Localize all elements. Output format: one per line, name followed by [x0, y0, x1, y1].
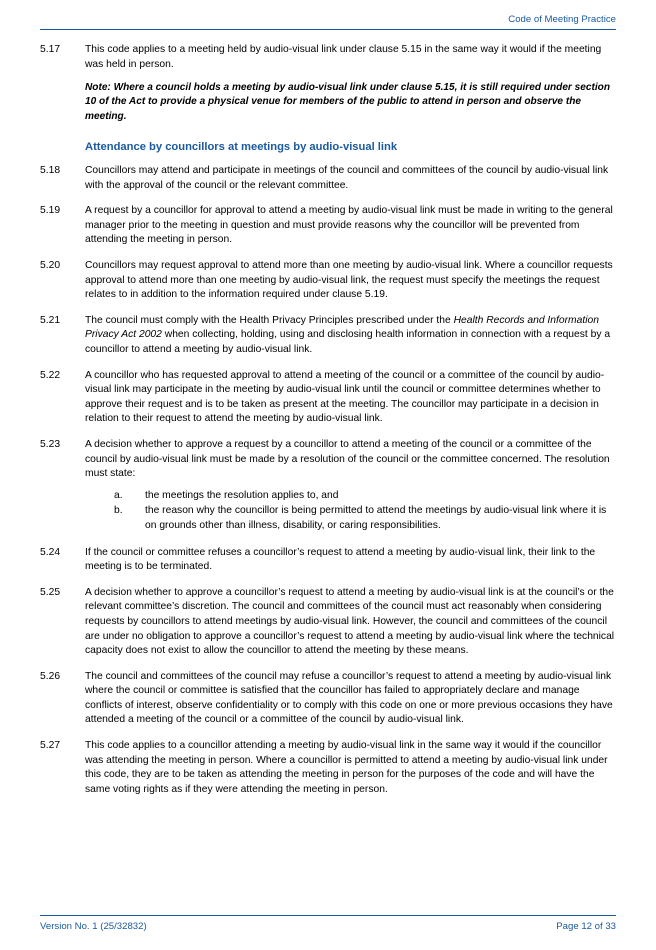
- clause-5-25: [40, 586, 616, 659]
- clause-text: This code applies to a councillor attending a meeting by audio-visual link in the same way it would if the councillor was attending the meeting in person. Where a councillor is permitted to attend a meeting by audio-visual link under this code, they are to be taken as attending the meeting in person for the purposes of the code and will have the same voting rights as if they were attending the meeting in person.: [85, 740, 608, 795]
- clause-text: A decision whether to approve a councillor’s request to attend a meeting by audio-visual link is at the council’s or the relevant committee’s discretion. The council and committees of the council must act reasonably when considering requests by councillors to attend meetings by audio-visual link. However, the council and committees of the council are under no obligation to approve a councillor’s request to attend a meeting by audio-visual link where the technical capacity does not exist to allow the councillor to attend the meeting by these means.: [85, 586, 615, 657]
- list-item-text: the meetings the resolution applies to, and: [145, 489, 339, 501]
- footer-version: Version No. 1 (25/32832): [40, 921, 147, 932]
- list-item: [85, 489, 616, 504]
- clause-5-17: [40, 43, 616, 124]
- clause-note: Note: Where a council holds a meeting by audio-visual link under clause 5.15, it is still required under section 10 of the Act to provide a physical venue for members of the public to attend in person and observe the meeting.: [85, 82, 610, 122]
- clause-5-20: [40, 259, 616, 303]
- clause-text: A request by a councillor for approval to attend a meeting by audio-visual link must be made in writing to the general manager prior to the meeting in question and must provide reasons why the councillor will be prevented from attending the meeting in person.: [85, 205, 613, 246]
- clause-text: Councillors may attend and participate in meetings of the council and committees of the council by audio-visual link with the approval of the council or the relevant committee.: [85, 165, 609, 191]
- clause-text-part-2: when collecting, holding, using and disclosing health information in connection with a request by a councillor to attend a meeting by audio-visual link.: [85, 329, 611, 356]
- list-marker: a.: [114, 489, 123, 501]
- header-title: Code of Meeting Practice: [508, 14, 616, 25]
- clause-5-22: [40, 369, 616, 427]
- clause-number: 5.27: [40, 740, 61, 752]
- clause-text: The council and committees of the council may refuse a councillor’s request to attend a meeting by audio-visual link where the council or committee is satisfied that the councillor has failed to appropriately declare and manage conflicts of interest, observe confidentiality or to comply with this code on one or more previous occasions they have attended a meeting of the council or a committee of the council by audio-visual link.: [85, 670, 613, 726]
- clause-sub-list: [85, 489, 616, 534]
- clause-number: 5.24: [40, 546, 61, 558]
- page-footer: [40, 915, 616, 932]
- footer-divider: [40, 915, 616, 916]
- clause-number: 5.25: [40, 586, 61, 598]
- clause-number: 5.17: [40, 44, 61, 55]
- clause-text-part-1: The council must comply with the Health Privacy Principles prescribed under the: [85, 314, 454, 326]
- clause-number: 5.26: [40, 670, 61, 682]
- clause-number: 5.23: [40, 438, 61, 450]
- list-marker: b.: [114, 505, 123, 517]
- clause-number: 5.18: [40, 165, 61, 177]
- clause-5-26: [40, 670, 616, 728]
- clause-number: 5.21: [40, 314, 61, 326]
- footer-row: [40, 921, 616, 932]
- footer-page-number: Page 12 of 33: [556, 921, 616, 932]
- clause-5-24: [40, 546, 616, 575]
- clause-number: 5.22: [40, 369, 61, 381]
- clause-text: Councillors may request approval to attend more than one meeting by audio-visual link. Where a councillor requests approval to attend more than one meeting by audio-visual link, the request must specify the meetings the request relates to in addition to the information required under clause 5.19.: [85, 260, 613, 301]
- clause-5-21: [40, 314, 616, 358]
- list-item-text: the reason why the councillor is being permitted to attend the meetings by audio-visual link where it is on grounds other than illness, disability, or caring responsibilities.: [145, 505, 607, 531]
- clause-body: [85, 314, 616, 358]
- list-item: [85, 504, 616, 533]
- act-citation: Health Records and Information Privacy Act 2002: [85, 314, 599, 341]
- clause-text: A councillor who has requested approval to attend a meeting of the council or a committee of the council by audio-visual link may participate in the meeting by audio-visual link until the council or committee determines whether to approve their request and is to be taken as present at the meeting. The councillor may participate in a decision in relation to their request to attend the meeting by audio-visual link.: [85, 369, 605, 425]
- clause-5-27: [40, 739, 616, 797]
- clause-number: 5.20: [40, 260, 61, 272]
- clause-body: [85, 43, 616, 124]
- clause-number: 5.19: [40, 205, 61, 217]
- section-heading: Attendance by councillors at meetings by audio-visual link: [85, 141, 398, 154]
- clause-5-19: [40, 204, 616, 248]
- clause-text: This code applies to a meeting held by audio-visual link under clause 5.15 in the same way it would if the meeting was held in person.: [85, 44, 602, 70]
- clause-5-23: [40, 438, 616, 535]
- clause-5-18: [40, 164, 616, 193]
- clause-text: If the council or committee refuses a councillor’s request to attend a meeting by audio-visual link, their link to the meeting is to be terminated.: [85, 546, 596, 573]
- page-header: [40, 0, 616, 25]
- header-divider: [40, 29, 616, 30]
- clause-body: [85, 438, 616, 535]
- document-body: [40, 43, 616, 797]
- clause-text: A decision whether to approve a request by a councillor to attend a meeting of the council or a committee of the council by audio-visual link must be made by a resolution of the council or the committee concerned. The resolution must state:: [85, 438, 610, 480]
